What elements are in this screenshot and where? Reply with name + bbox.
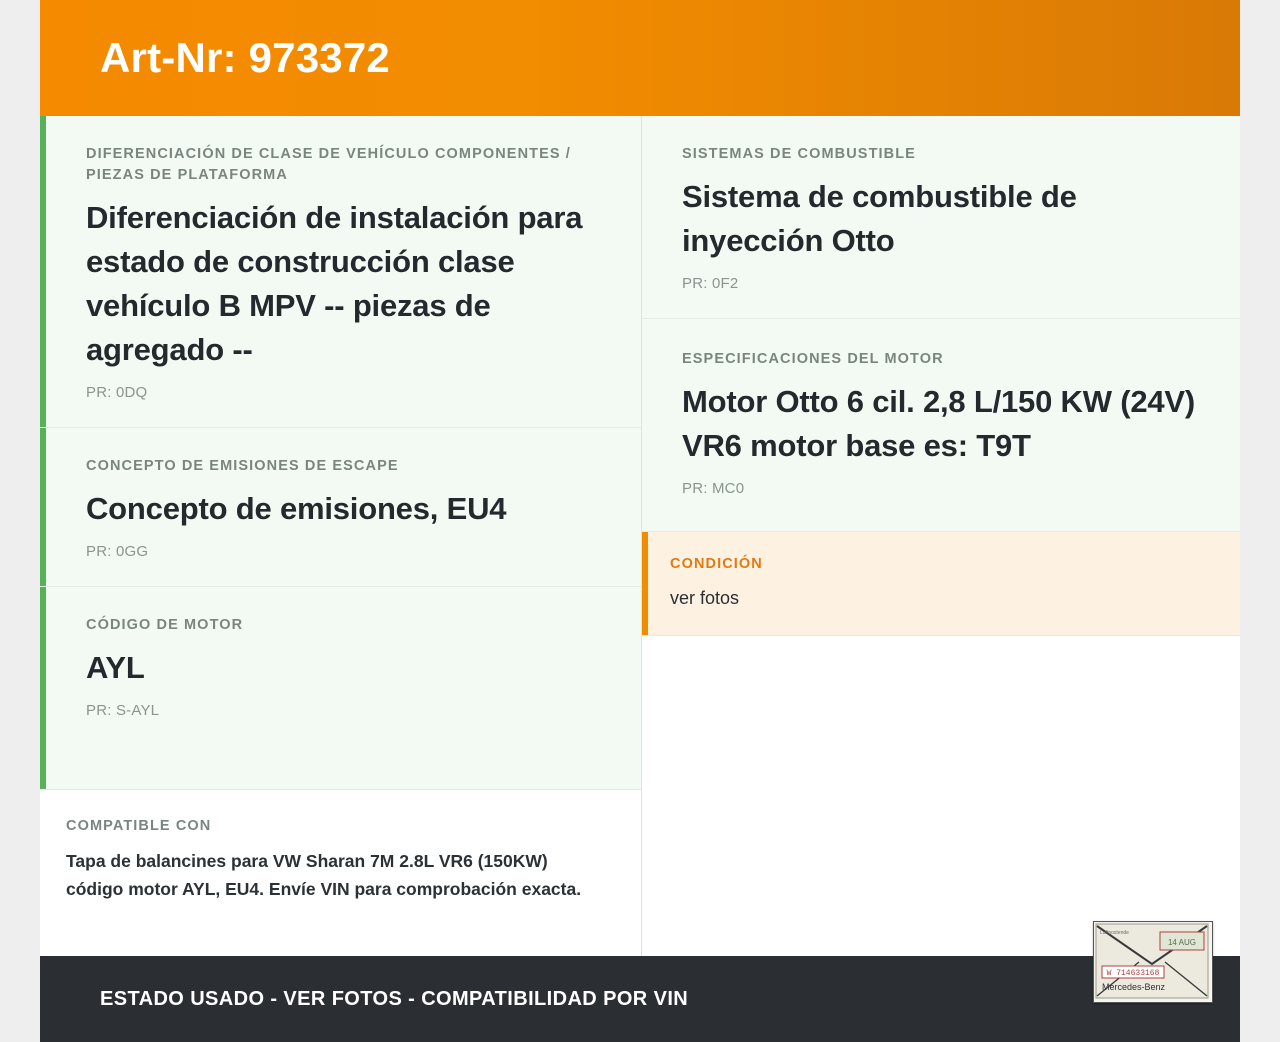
header-bar <box>40 0 1240 116</box>
spec-value: Diferenciación de instalación para estado de construcción clase vehículo B MPV -- piezas de agregado -- <box>86 200 583 368</box>
product-sheet <box>40 0 1240 1042</box>
condition-value: ver fotos <box>670 588 740 609</box>
svg-text:Luftpostende: Luftpostende <box>1100 930 1129 936</box>
spec-value: AYL <box>86 650 145 686</box>
spec-label: CONCEPTO DE EMISIONES DE ESCAPE <box>86 458 399 475</box>
svg-text:Mercedes-Benz: Mercedes-Benz <box>1102 982 1166 992</box>
spec-card-vehicle-class <box>40 116 641 428</box>
spec-pr-code: PR: S-AYL <box>86 702 160 720</box>
footer-note: ESTADO USADO - VER FOTOS - COMPATIBILIDAD POR VIN <box>100 987 689 1010</box>
spec-card-emissions <box>40 428 641 587</box>
envelope-stamp-icon <box>1093 921 1213 1003</box>
left-column <box>40 116 642 956</box>
spec-columns <box>40 116 1240 956</box>
spec-card-engine-specs <box>642 319 1240 532</box>
svg-text:14 AUG: 14 AUG <box>1167 938 1197 947</box>
footer-bar <box>40 930 1240 1042</box>
spec-value: Motor Otto 6 cil. 2,8 L/150 KW (24V) VR6 motor base es: T9T <box>682 384 1196 464</box>
spec-label: ESPECIFICACIONES DEL MOTOR <box>682 351 944 368</box>
spec-value: Sistema de combustible de inyección Otto <box>682 179 1077 259</box>
spec-value: Concepto de emisiones, EU4 <box>86 491 507 527</box>
spec-card-fuel-system <box>642 116 1240 319</box>
compatibility-text: Tapa de balancines para VW Sharan 7M 2.8L VR6 (150KW) código motor AYL, EU4. Envíe VIN para comprobación exacta. <box>66 851 582 900</box>
condition-label: CONDICIÓN <box>670 556 763 573</box>
spec-pr-code: PR: 0DQ <box>86 384 148 402</box>
spec-label: DIFERENCIACIÓN DE CLASE DE VEHÍCULO COMPONENTES / PIEZAS DE PLATAFORMA <box>86 146 571 184</box>
spec-card-engine-code <box>40 587 641 790</box>
compatibility-label: COMPATIBLE CON <box>66 818 212 835</box>
svg-text:W 714633168: W 714633168 <box>1106 969 1160 978</box>
right-column <box>642 116 1240 956</box>
condition-card <box>642 532 1240 636</box>
compatibility-card <box>40 790 641 929</box>
spec-label: SISTEMAS DE COMBUSTIBLE <box>682 146 916 162</box>
spec-label: CÓDIGO DE MOTOR <box>86 617 244 634</box>
spec-pr-code: PR: MC0 <box>682 480 745 498</box>
spec-pr-code: PR: 0GG <box>86 543 149 561</box>
right-column-filler <box>642 636 1240 875</box>
article-number: Art-Nr: 973372 <box>100 34 390 81</box>
spec-pr-code: PR: 0F2 <box>682 275 739 293</box>
